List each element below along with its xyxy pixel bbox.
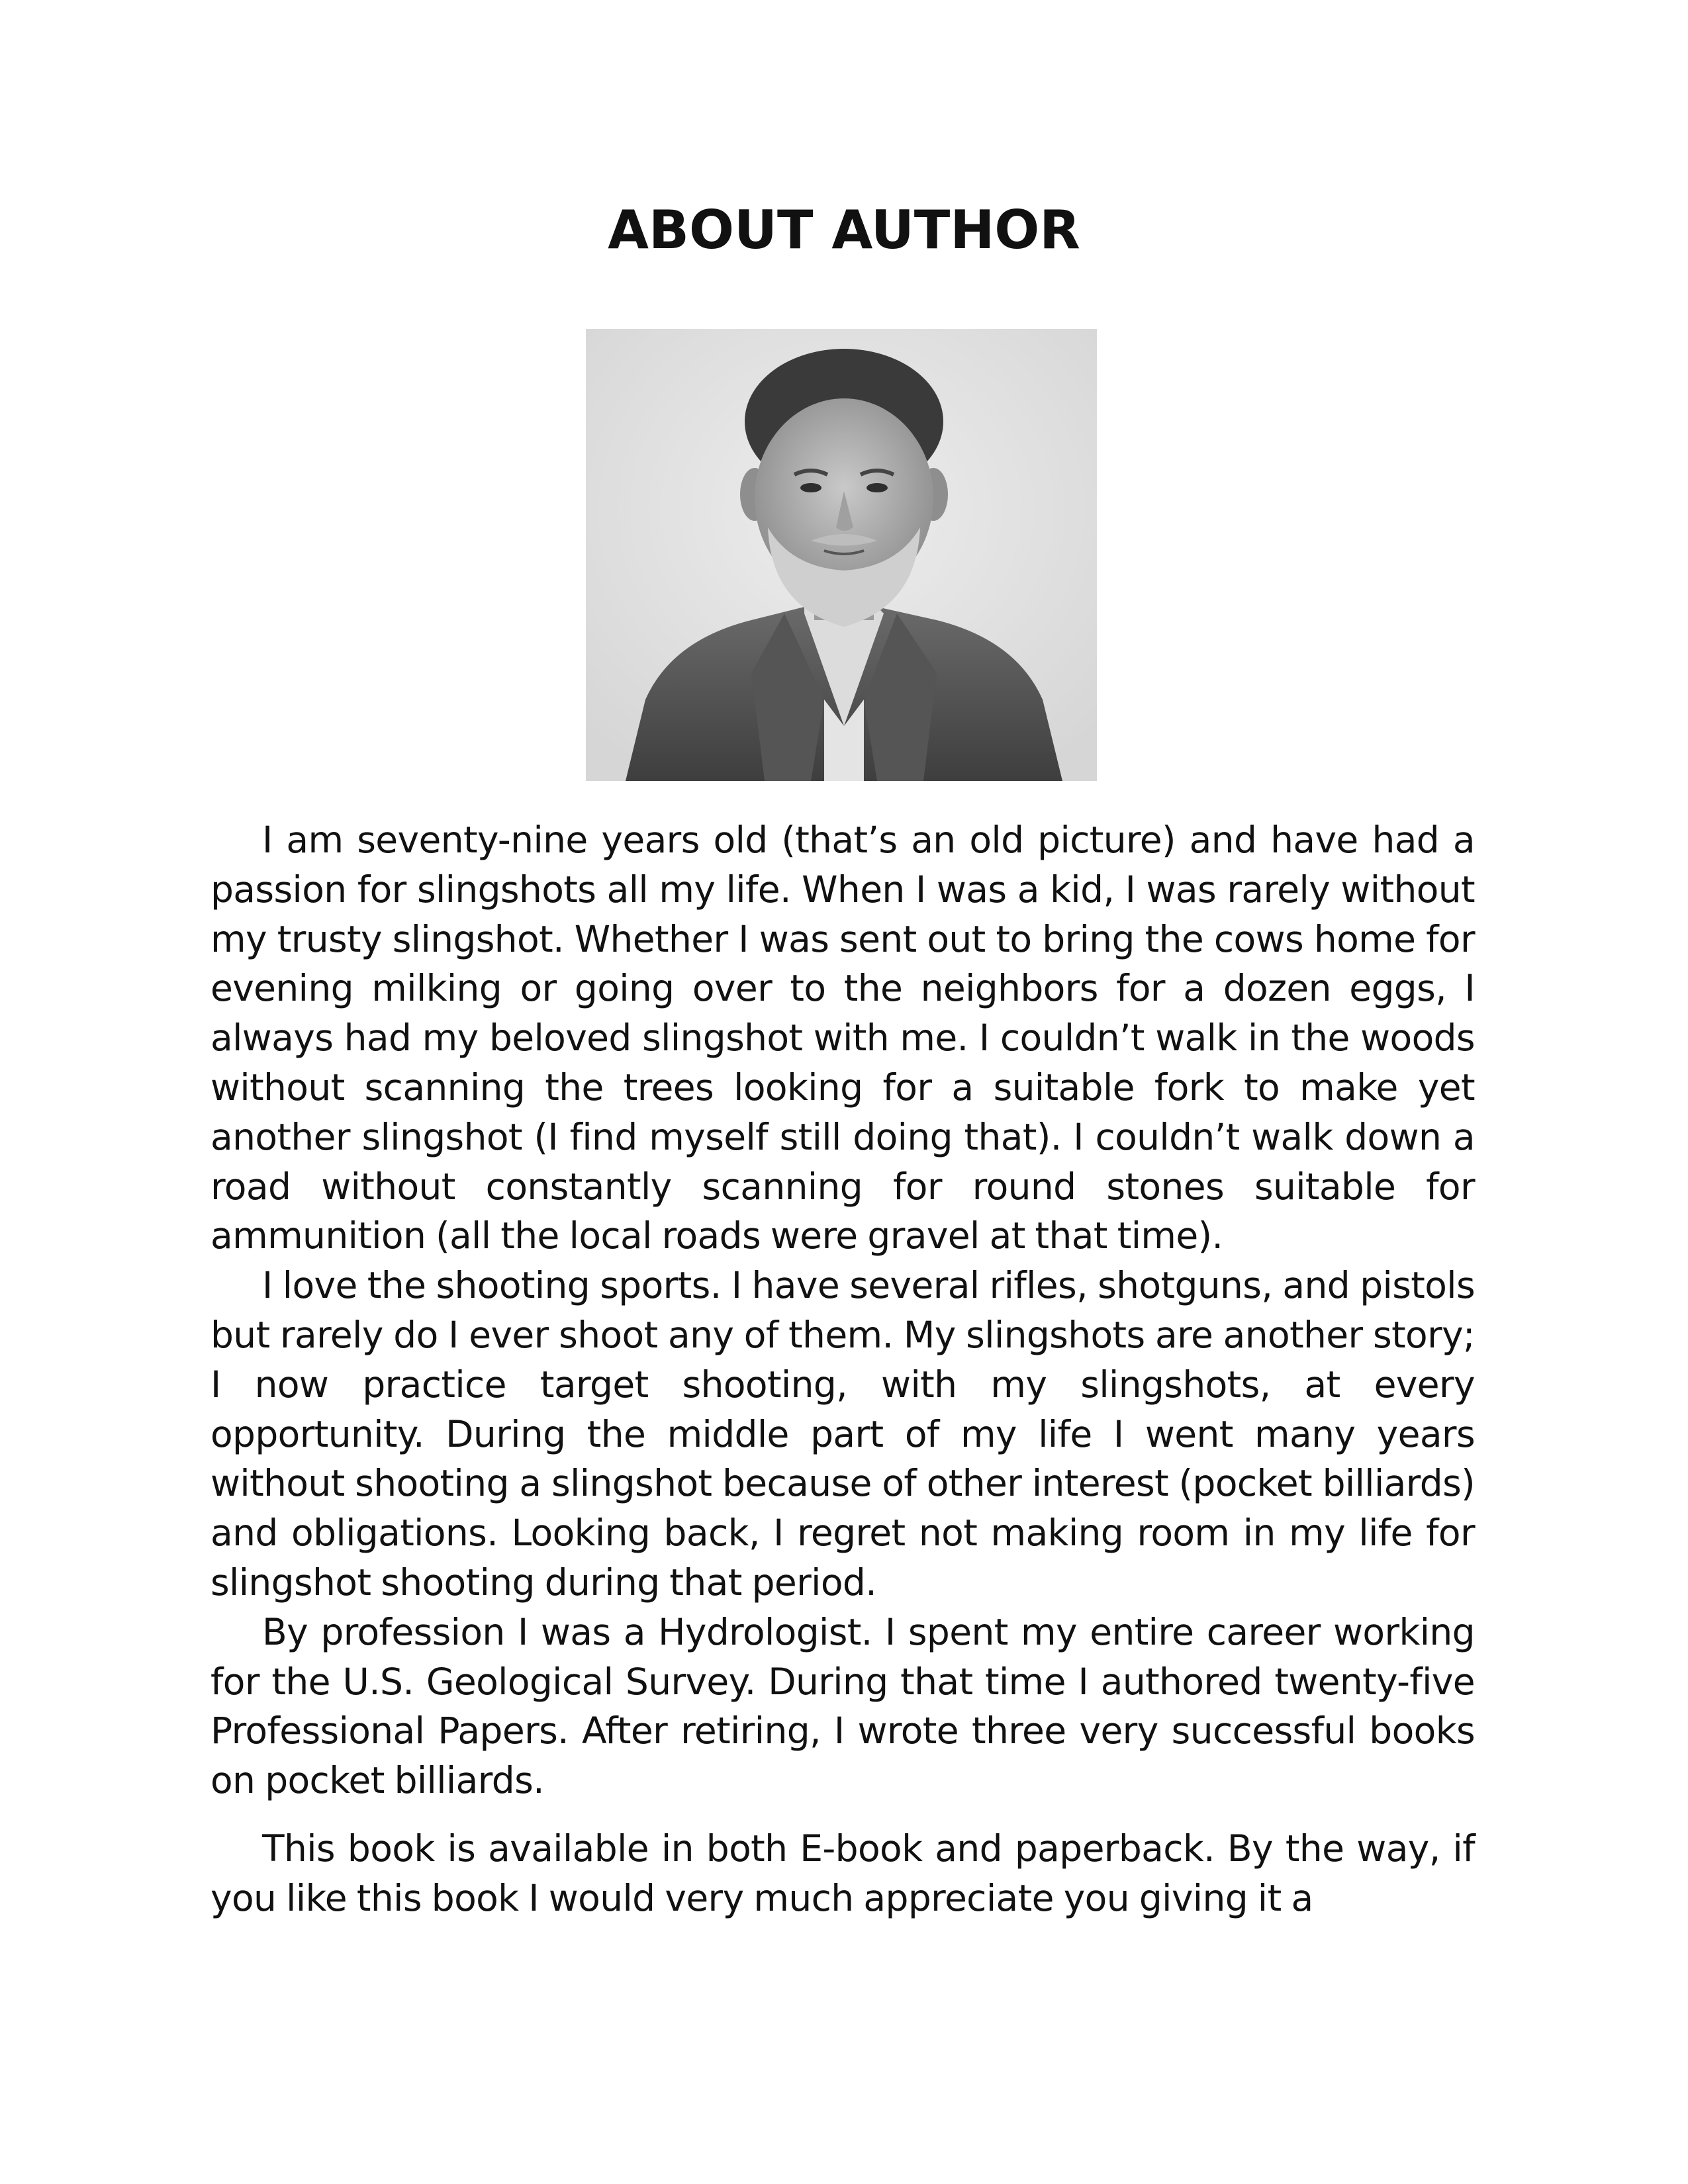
bio-paragraph-4: This book is available in both E-book and paperback. By the way, if you like this book I would very much appreciate you giving it a <box>211 1827 1475 1919</box>
page-title: ABOUT AUTHOR <box>608 199 1080 261</box>
bio-paragraph-3: By profession I was a Hydrologist. I spent my entire career working for the U.S. Geological Survey. During that time I authored twenty-five Professional Papers. After retiring, I wrote three very successful books on pocket billiards. <box>211 1610 1475 1802</box>
author-photo <box>586 329 1097 781</box>
bio-paragraph-1: I am seventy-nine years old (that’s an old picture) and have had a passion for slingshots all my life. When I was a kid, I was rarely without my trusty slingshot. Whether I was sent out to bring the cows home for evening milking or going over to the neighbors for a dozen eggs, I always had my beloved slingshot with me. I couldn’t walk in the woods without scanning the trees looking for a suitable fork to make yet another slingshot (I find myself still doing that). I couldn’t walk down a road without constantly scanning for round stones suitable for ammunition (all the local roads were gravel at that time). <box>211 819 1475 1257</box>
bio-paragraph-2: I love the shooting sports. I have several rifles, shotguns, and pistols but rarely do I ever shoot any of them. My slingshots are another story; I now practice target shooting, with my slingshots, at every opportunity. During the middle part of my life I went many years without shooting a slingshot because of other interest (pocket billiards) and obligations. Looking back, I regret not making room in my life for slingshot shooting during that period. <box>211 1264 1475 1604</box>
author-bio <box>211 815 1475 1923</box>
